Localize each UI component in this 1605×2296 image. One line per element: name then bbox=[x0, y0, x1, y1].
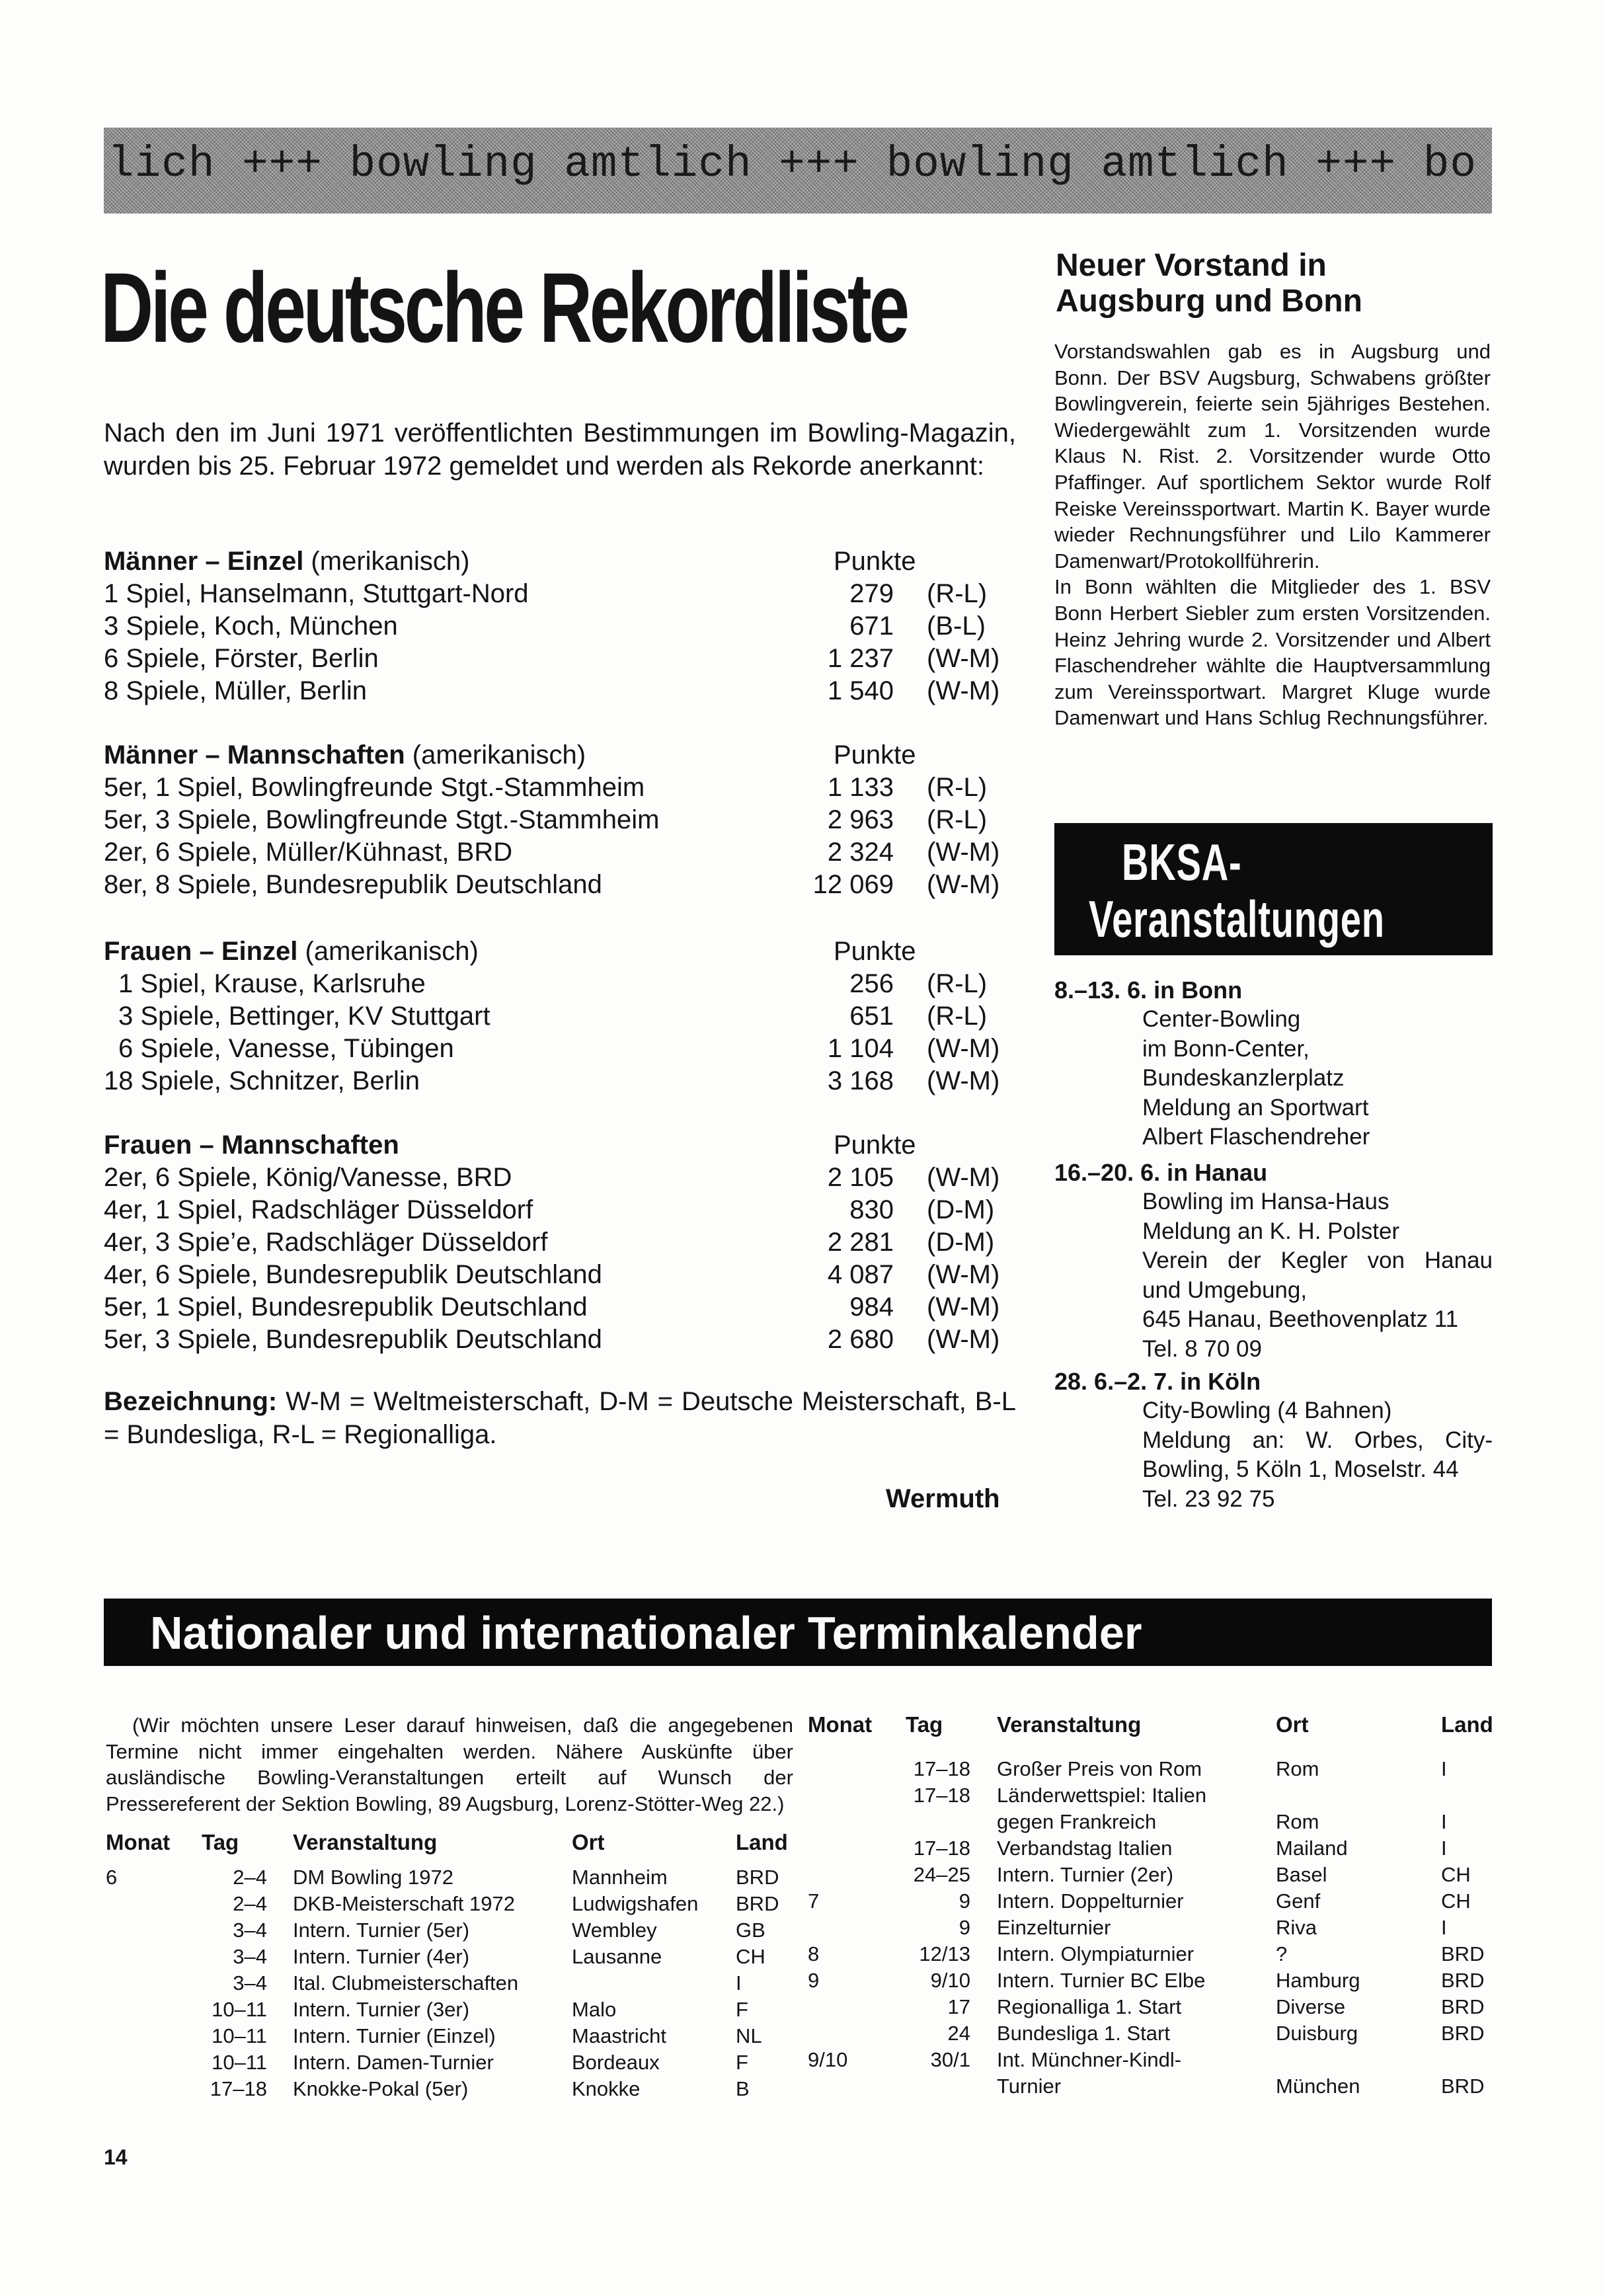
record-points: 671 bbox=[849, 612, 894, 641]
record-points: 1 104 bbox=[827, 1034, 894, 1063]
record-points: 2 281 bbox=[827, 1228, 894, 1257]
record-label: 2er, 6 Spiele, Müller/Kühnast, BRD bbox=[104, 838, 513, 867]
record-section bbox=[104, 935, 1016, 1097]
bksa-title-line1: BKSA- bbox=[1122, 833, 1242, 891]
calendar-left-cell-ort: Maastricht bbox=[572, 2024, 666, 2047]
calendar-left-cell-ort: Lausanne bbox=[572, 1945, 662, 1968]
record-points: 256 bbox=[849, 969, 894, 998]
bksa-event-detail: Bowling, 5 Köln 1, Moselstr. 44 bbox=[1142, 1456, 1459, 1482]
banner-text: lich +++ bowling amtlich +++ bowling amtlich +++ bo bbox=[108, 139, 1477, 189]
calendar-right-cell-veranstaltung: Länderwettspiel: Italien bbox=[997, 1784, 1207, 1807]
calendar-left-cell-ort: Knokke bbox=[572, 2077, 641, 2100]
record-section-title bbox=[104, 739, 586, 772]
record-points: 2 105 bbox=[827, 1163, 894, 1192]
calendar-right-cell-land: BRD bbox=[1441, 2075, 1485, 2098]
sidebar-title-line1: Neuer Vorstand in bbox=[1056, 248, 1327, 283]
record-points: 2 324 bbox=[827, 838, 894, 867]
calendar-left-cell-ort: Malo bbox=[572, 1998, 617, 2021]
record-category-code: (R-L) bbox=[927, 969, 988, 998]
bksa-event-detail: Bundeskanzlerplatz bbox=[1142, 1065, 1345, 1091]
calendar-left-cell-land: F bbox=[736, 1998, 748, 2021]
record-label: 18 Spiele, Schnitzer, Berlin bbox=[104, 1066, 420, 1095]
bksa-event-detail: im Bonn-Center, bbox=[1142, 1035, 1310, 1062]
record-label: 1 Spiel, Hanselmann, Stuttgart-Nord bbox=[104, 579, 529, 608]
calendar-right-cell-veranstaltung: Einzelturnier bbox=[997, 1916, 1111, 1939]
calendar-right-cell-ort: ? bbox=[1276, 1942, 1288, 1965]
calendar-right-cell-ort: Rom bbox=[1276, 1757, 1319, 1780]
sidebar-title bbox=[1056, 248, 1362, 319]
calendar-left-cell-tag: 10–11 bbox=[212, 2024, 267, 2047]
bksa-event bbox=[1054, 1158, 1497, 1364]
calendar-right-cell-land: I bbox=[1441, 1810, 1447, 1833]
calendar-left-cell-tag: 3–4 bbox=[233, 1971, 267, 1995]
bksa-event bbox=[1054, 1367, 1497, 1514]
record-category-code: (W-M) bbox=[927, 1034, 1000, 1063]
record-points: 3 168 bbox=[827, 1066, 894, 1095]
calendar-right-cell-ort: Hamburg bbox=[1276, 1969, 1360, 1992]
calendar-right-cell-land: I bbox=[1441, 1916, 1447, 1939]
record-row bbox=[104, 1162, 1016, 1194]
record-points: 1 133 bbox=[827, 773, 894, 802]
calendar-right-cell-tag: 17 bbox=[947, 1995, 970, 2018]
record-category-code: (R-L) bbox=[927, 579, 988, 608]
calendar-right-cell-veranstaltung: Bundesliga 1. Start bbox=[997, 2022, 1170, 2045]
bksa-title-line2: Veranstaltungen bbox=[1089, 890, 1385, 948]
calendar-left-cell-ort: Wembley bbox=[572, 1919, 657, 1942]
record-section bbox=[104, 1129, 1016, 1356]
record-category-code: (W-M) bbox=[927, 870, 1000, 899]
calendar-right-cell-tag: 9/10 bbox=[930, 1969, 970, 1992]
record-row bbox=[104, 610, 1016, 643]
record-section-title-note: (amerikanisch) bbox=[297, 937, 479, 966]
calendar-right-cell-veranstaltung: Verbandstag Italien bbox=[997, 1837, 1173, 1860]
calendar-right-cell-ort: Duisburg bbox=[1276, 2022, 1358, 2045]
record-points: 2 680 bbox=[827, 1325, 894, 1354]
article-lead: Nach den im Juni 1971 veröffentlichten Bestimmungen im Bowling-Magazin, wurden bis 25. Februar 1972 gemeldet und werden als Rekorde anerkannt: bbox=[104, 418, 1016, 481]
record-category-code: (D-M) bbox=[927, 1228, 995, 1257]
calendar-left-cell-land: I bbox=[736, 1971, 742, 1995]
calendar-left-cell-land: GB bbox=[736, 1919, 765, 1942]
record-section-title-bold: Männer – Mannschaften bbox=[104, 740, 405, 770]
record-category-code: (W-M) bbox=[927, 838, 1000, 867]
record-points: 1 540 bbox=[827, 676, 894, 705]
calendar-right-cell-ort: Mailand bbox=[1276, 1837, 1348, 1860]
calendar-left-cell-ort: Ludwigshafen bbox=[572, 1892, 699, 1915]
calendar-left-cell-tag: 2–4 bbox=[233, 1866, 267, 1889]
calendar-left-cell-land: F bbox=[736, 2051, 748, 2074]
sidebar-paragraph: Vorstandswahlen gab es in Augsburg und Bonn. Der BSV Augsburg, Schwabens größter Bowlingverein, feierte sein 5jähriges Bestehen. Wiedergewählt zum 1. Vorsitzenden wurde Klaus N. Rist. 2. Vorsitzender wurde Otto Pfaffinger. Auf sportlichem Sektor wurde Rolf Reiske Vereinssportwart. Martin K. Bayer wurde wieder Rechnungsführer und Lilo Kammerer Damenwart/Protokollführerin. bbox=[1054, 340, 1491, 573]
record-label: 1 Spiel, Krause, Karlsruhe bbox=[118, 969, 426, 998]
record-row bbox=[104, 804, 1016, 836]
calendar-left-cell-veranstaltung: Ital. Clubmeisterschaften bbox=[293, 1971, 519, 1995]
calendar-right-cell-veranstaltung: Intern. Doppelturnier bbox=[997, 1889, 1184, 1913]
calendar-left-cell-tag: 10–11 bbox=[212, 1998, 267, 2021]
calendar-right-cell-land: CH bbox=[1441, 1863, 1471, 1886]
calendar-left-cell-tag: 3–4 bbox=[233, 1945, 267, 1968]
record-section-title bbox=[104, 1129, 399, 1162]
calendar-right-header-tag: Tag bbox=[906, 1712, 943, 1737]
record-label: 8er, 8 Spiele, Bundesrepublik Deutschland bbox=[104, 870, 602, 899]
calendar-right-cell-tag: 17–18 bbox=[913, 1837, 970, 1860]
calendar-left-cell-land: BRD bbox=[736, 1866, 779, 1889]
calendar-right-header-monat: Monat bbox=[808, 1712, 873, 1737]
calendar-left-header-land: Land bbox=[736, 1830, 788, 1854]
record-row bbox=[104, 675, 1016, 707]
record-row bbox=[104, 1065, 1016, 1097]
calendar-left-header-monat: Monat bbox=[106, 1830, 171, 1854]
calendar-left-cell-tag: 17–18 bbox=[210, 2077, 267, 2100]
record-label: 3 Spiele, Koch, München bbox=[104, 612, 398, 641]
bksa-event-detail: Tel. 8 70 09 bbox=[1142, 1335, 1262, 1362]
calendar-left-header-tag: Tag bbox=[202, 1830, 239, 1854]
calendar-right-cell-veranstaltung: Intern. Turnier BC Elbe bbox=[997, 1969, 1206, 1992]
record-category-code: (B-L) bbox=[927, 612, 986, 641]
record-section-header bbox=[104, 545, 1016, 578]
bksa-heading-box bbox=[1054, 823, 1493, 955]
record-section-title-note: (amerikanisch) bbox=[405, 740, 586, 770]
calendar-left-cell-ort: Mannheim bbox=[572, 1866, 668, 1889]
record-category-code: (R-L) bbox=[927, 1002, 988, 1031]
calendar-left-cell-veranstaltung: Intern. Damen-Turnier bbox=[293, 2051, 494, 2074]
calendar-left-cell-land: B bbox=[736, 2077, 750, 2100]
record-label: 5er, 1 Spiel, Bundesrepublik Deutschland bbox=[104, 1292, 588, 1322]
record-points: 984 bbox=[849, 1292, 894, 1322]
calendar-right-cell-monat: 9 bbox=[808, 1969, 820, 1992]
record-row bbox=[104, 968, 1016, 1000]
record-label: 4er, 6 Spiele, Bundesrepublik Deutschland bbox=[104, 1260, 602, 1289]
bksa-event-detail: Meldung an Sportwart bbox=[1142, 1094, 1369, 1121]
bksa-event-detail: Meldung an K. H. Polster bbox=[1142, 1218, 1400, 1244]
record-points: 2 963 bbox=[827, 805, 894, 834]
bksa-event-date: 28. 6.–2. 7. in Köln bbox=[1054, 1368, 1261, 1395]
points-column-header: Punkte bbox=[834, 1130, 916, 1160]
article-author: Wermuth bbox=[886, 1484, 1000, 1513]
record-label: 5er, 3 Spiele, Bowlingfreunde Stgt.-Stammheim bbox=[104, 805, 660, 834]
calendar-left-cell-veranstaltung: Intern. Turnier (3er) bbox=[293, 1998, 470, 2021]
calendar-right-cell-ort: Basel bbox=[1276, 1863, 1327, 1886]
calendar-right-cell-veranstaltung: Regionalliga 1. Start bbox=[997, 1995, 1182, 2018]
abbreviation-legend bbox=[104, 1385, 1016, 1451]
bksa-event bbox=[1054, 976, 1497, 1152]
points-column-header: Punkte bbox=[834, 937, 916, 966]
section-banner bbox=[104, 128, 1492, 214]
calendar-left-cell-veranstaltung: Intern. Turnier (Einzel) bbox=[293, 2024, 496, 2047]
calendar-right-cell-ort: Diverse bbox=[1276, 1995, 1346, 2018]
calendar-right-cell-monat: 8 bbox=[808, 1942, 820, 1965]
bksa-event-detail: Center-Bowling bbox=[1142, 1006, 1301, 1032]
sidebar-body bbox=[1054, 338, 1491, 731]
bksa-event-detail: 645 Hanau, Beethovenplatz 11 bbox=[1142, 1306, 1459, 1332]
calendar-left-cell-land: NL bbox=[736, 2024, 762, 2047]
calendar-left-cell-tag: 2–4 bbox=[233, 1892, 267, 1915]
calendar-right-cell-veranstaltung: gegen Frankreich bbox=[997, 1810, 1157, 1833]
article-headline: Die deutsche Rekordliste bbox=[100, 252, 907, 363]
calendar-right-cell-veranstaltung: Turnier bbox=[997, 2075, 1062, 2098]
record-row bbox=[104, 869, 1016, 901]
record-section-title-bold: Frauen – Mannschaften bbox=[104, 1130, 399, 1160]
calendar-left-header-ort: Ort bbox=[572, 1830, 605, 1854]
bksa-event-detail: City-Bowling (4 Bahnen) bbox=[1142, 1398, 1392, 1423]
bksa-event-detail: Meldung an: W. Orbes, City- bbox=[1142, 1427, 1493, 1453]
record-section bbox=[104, 545, 1016, 707]
calendar-left-cell-ort: Bordeaux bbox=[572, 2051, 660, 2074]
bksa-event-detail: Albert Flaschendreher bbox=[1142, 1124, 1370, 1150]
calendar-right-cell-land: BRD bbox=[1441, 1969, 1485, 1992]
calendar-right-header-ort: Ort bbox=[1276, 1712, 1309, 1737]
record-section-title-note: (merikanisch) bbox=[303, 547, 470, 576]
record-category-code: (R-L) bbox=[927, 805, 988, 834]
calendar-right-cell-veranstaltung: Intern. Olympiaturnier bbox=[997, 1942, 1194, 1965]
record-label: 8 Spiele, Müller, Berlin bbox=[104, 676, 367, 705]
record-row bbox=[104, 836, 1016, 869]
calendar-right-cell-veranstaltung: Int. Münchner-Kindl- bbox=[997, 2048, 1182, 2071]
calendar-left-cell-tag: 3–4 bbox=[233, 1919, 267, 1942]
record-category-code: (W-M) bbox=[927, 1292, 1000, 1322]
record-section-title bbox=[104, 545, 469, 578]
calendar-left-cell-veranstaltung: Knokke-Pokal (5er) bbox=[293, 2077, 469, 2100]
calendar-right-cell-tag: 9 bbox=[959, 1916, 970, 1939]
record-row bbox=[104, 1194, 1016, 1226]
calendar-note: (Wir möchten unsere Leser darauf hinweisen, daß die angegebenen Termine nicht immer eingehalten werden. Nähere Auskünfte über ausländische Bowling-Veranstaltungen erteilt auf Wunsch der Pressereferent der Sektion Bowling, 89 Augsburg, Lorenz-Stötter-Weg 22.) bbox=[106, 1714, 793, 1815]
record-points: 4 087 bbox=[827, 1260, 894, 1289]
calendar-right-cell-land: BRD bbox=[1441, 1995, 1485, 2018]
calendar-right-cell-land: I bbox=[1441, 1757, 1447, 1780]
points-column-header: Punkte bbox=[834, 740, 916, 770]
calendar-right-cell-ort: Rom bbox=[1276, 1810, 1319, 1833]
calendar-right-cell-land: I bbox=[1441, 1837, 1447, 1860]
points-column-header: Punkte bbox=[834, 547, 916, 576]
calendar-right-cell-monat: 9/10 bbox=[808, 2048, 848, 2071]
calendar-right-cell-ort: München bbox=[1276, 2075, 1360, 2098]
record-label: 3 Spiele, Bettinger, KV Stuttgart bbox=[118, 1002, 490, 1031]
calendar-right-cell-land: CH bbox=[1441, 1889, 1471, 1913]
bksa-event-detail: Tel. 23 92 75 bbox=[1142, 1485, 1275, 1512]
record-section-title bbox=[104, 935, 479, 968]
calendar-left-cell-monat: 6 bbox=[106, 1866, 118, 1889]
record-label: 4er, 3 Spie’e, Radschläger Düsseldorf bbox=[104, 1228, 548, 1257]
record-label: 4er, 1 Spiel, Radschläger Düsseldorf bbox=[104, 1195, 533, 1224]
record-points: 12 069 bbox=[812, 870, 894, 899]
record-section-header bbox=[104, 935, 1016, 968]
calendar-right-cell-tag: 9 bbox=[959, 1889, 970, 1913]
record-category-code: (D-M) bbox=[927, 1195, 995, 1224]
legend-label: Bezeichnung: bbox=[104, 1387, 278, 1416]
bksa-event-date: 8.–13. 6. in Bonn bbox=[1054, 976, 1243, 1004]
record-category-code: (R-L) bbox=[927, 773, 988, 802]
record-label: 5er, 3 Spiele, Bundesrepublik Deutschland bbox=[104, 1325, 602, 1354]
calendar-right-cell-land: BRD bbox=[1441, 1942, 1485, 1965]
bksa-event-date: 16.–20. 6. in Hanau bbox=[1054, 1159, 1268, 1186]
calendar-heading-bar bbox=[104, 1599, 1492, 1666]
calendar-right-header-land: Land bbox=[1441, 1712, 1493, 1737]
calendar-right-cell-ort: Genf bbox=[1276, 1889, 1321, 1913]
calendar-left-cell-veranstaltung: Intern. Turnier (5er) bbox=[293, 1919, 470, 1942]
record-points: 279 bbox=[849, 579, 894, 608]
legend-text: W-M = Weltmeisterschaft, D-M = Deutsche Meisterschaft, B-L = Bundesliga, R-L = Regionalliga. bbox=[104, 1387, 1016, 1449]
calendar-right-cell-tag: 17–18 bbox=[913, 1757, 970, 1780]
record-points: 651 bbox=[849, 1002, 894, 1031]
record-category-code: (W-M) bbox=[927, 676, 1000, 705]
record-row bbox=[104, 1033, 1016, 1065]
record-category-code: (W-M) bbox=[927, 1066, 1000, 1095]
record-category-code: (W-M) bbox=[927, 1260, 1000, 1289]
calendar-right-cell-veranstaltung: Intern. Turnier (2er) bbox=[997, 1863, 1174, 1886]
calendar-title: Nationaler und internationaler Terminkalender bbox=[150, 1607, 1142, 1659]
record-row bbox=[104, 578, 1016, 610]
sidebar-paragraph: In Bonn wählten die Mitglieder des 1. BSV Bonn Herbert Siebler zum ersten Vorsitzenden. Heinz Jehring wurde 2. Vorsitzender und Albert Flaschendreher wählte die Hauptversammlung zum Vereinssportwart. Margret Kluge wurde Damenwart und Hans Schlug Rechnungsführer. bbox=[1054, 575, 1491, 730]
calendar-right-cell-land: BRD bbox=[1441, 2022, 1485, 2045]
record-section-title-bold: Männer – Einzel bbox=[104, 547, 304, 576]
calendar-left-header-veranstaltung: Veranstaltung bbox=[293, 1830, 438, 1854]
calendar-left-cell-tag: 10–11 bbox=[212, 2051, 267, 2074]
record-row bbox=[104, 1259, 1016, 1291]
bksa-event-detail: Bowling im Hansa-Haus bbox=[1142, 1189, 1390, 1214]
calendar-left-cell-veranstaltung: DKB-Meisterschaft 1972 bbox=[293, 1892, 515, 1915]
calendar-right-cell-tag: 30/1 bbox=[930, 2048, 970, 2071]
calendar-right-cell-tag: 24–25 bbox=[913, 1863, 970, 1886]
calendar-left-cell-land: CH bbox=[736, 1945, 765, 1968]
record-category-code: (W-M) bbox=[927, 1163, 1000, 1192]
calendar-left-cell-veranstaltung: Intern. Turnier (4er) bbox=[293, 1945, 470, 1968]
calendar-right-header-veranstaltung: Veranstaltung bbox=[997, 1712, 1142, 1737]
calendar-right-cell-monat: 7 bbox=[808, 1889, 820, 1913]
record-points: 1 237 bbox=[827, 644, 894, 673]
record-section-header bbox=[104, 1129, 1016, 1162]
calendar-right-cell-tag: 12/13 bbox=[919, 1942, 970, 1965]
record-label: 5er, 1 Spiel, Bowlingfreunde Stgt.-Stammheim bbox=[104, 773, 645, 802]
calendar-right-cell-ort: Riva bbox=[1276, 1916, 1317, 1939]
record-row bbox=[104, 1324, 1016, 1356]
record-section bbox=[104, 739, 1016, 901]
calendar-right-cell-tag: 24 bbox=[947, 2022, 970, 2045]
calendar-right-cell-tag: 17–18 bbox=[913, 1784, 970, 1807]
record-label: 6 Spiele, Förster, Berlin bbox=[104, 644, 379, 673]
record-row bbox=[104, 772, 1016, 804]
record-section-title-bold: Frauen – Einzel bbox=[104, 937, 298, 966]
record-label: 2er, 6 Spiele, König/Vanesse, BRD bbox=[104, 1163, 512, 1192]
record-section-header bbox=[104, 739, 1016, 772]
bksa-event-detail: Verein der Kegler von Hanau bbox=[1142, 1247, 1493, 1273]
record-row bbox=[104, 1226, 1016, 1259]
record-row bbox=[104, 1291, 1016, 1324]
record-category-code: (W-M) bbox=[927, 644, 1000, 673]
calendar-left-cell-land: BRD bbox=[736, 1892, 779, 1915]
calendar-left-cell-veranstaltung: DM Bowling 1972 bbox=[293, 1866, 453, 1889]
bksa-event-detail: und Umgebung, bbox=[1142, 1277, 1308, 1303]
record-row bbox=[104, 643, 1016, 675]
record-points: 830 bbox=[849, 1195, 894, 1224]
sidebar-title-line2: Augsburg und Bonn bbox=[1056, 284, 1362, 319]
page-number: 14 bbox=[104, 2145, 128, 2169]
calendar-right-cell-veranstaltung: Großer Preis von Rom bbox=[997, 1757, 1202, 1780]
record-label: 6 Spiele, Vanesse, Tübingen bbox=[118, 1034, 454, 1063]
record-category-code: (W-M) bbox=[927, 1325, 1000, 1354]
record-row bbox=[104, 1000, 1016, 1033]
